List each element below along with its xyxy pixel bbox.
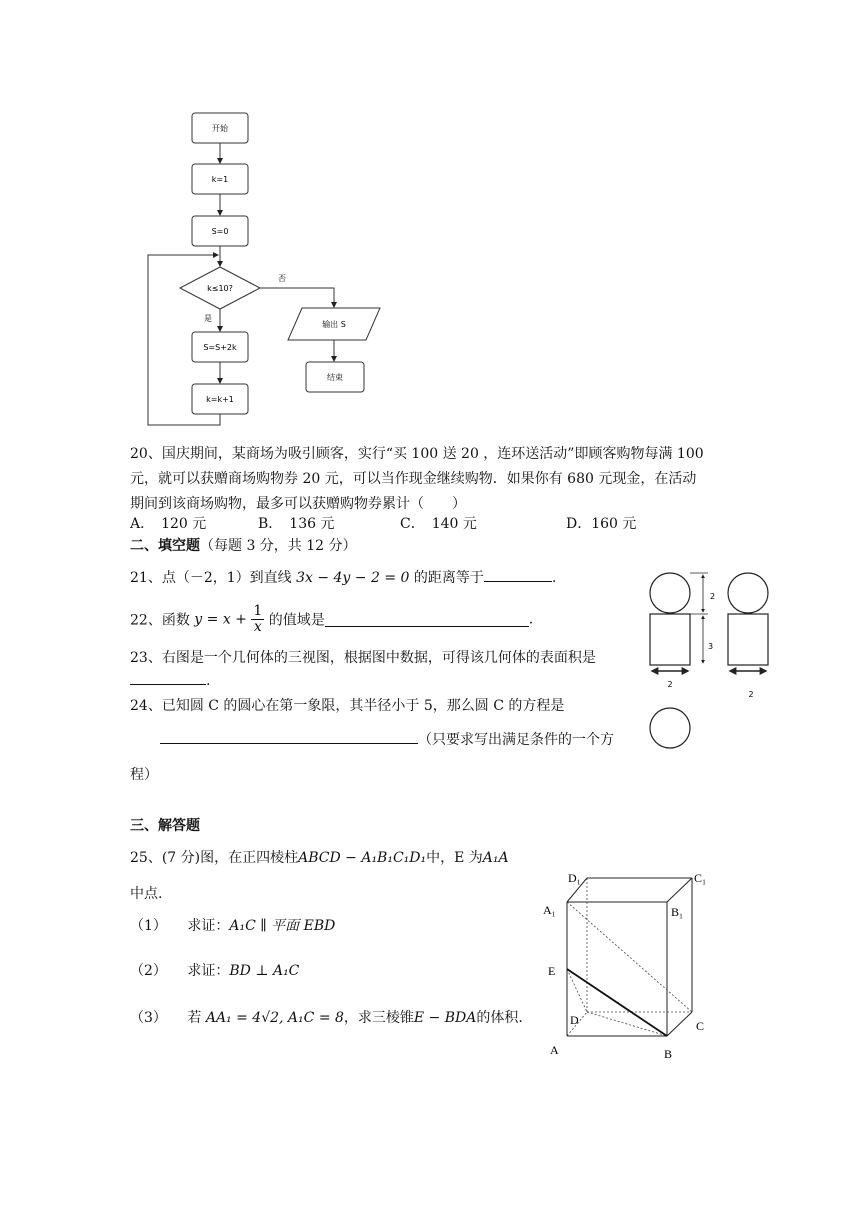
vertex-a1: A₁ bbox=[543, 903, 556, 917]
q21: 21、点（－2，1）到直线 3x − 4y − 2 = 0 的距离等于 . bbox=[130, 567, 556, 588]
q22-fraction bbox=[251, 604, 264, 635]
fc-output-label: 输出 S bbox=[322, 320, 346, 329]
q22-frac-num: 1 bbox=[253, 603, 263, 619]
q23-text: 23、右图是一个几何体的三视图，根据图中数据，可得该几何体的表面积是 bbox=[130, 650, 596, 666]
section3-title: 三、解答题 bbox=[130, 818, 200, 834]
q25-part2-num: （2） bbox=[130, 963, 167, 979]
q25-line2: 中点. bbox=[130, 886, 163, 902]
q25-part1-math: A₁C ∥ 平面 EBD bbox=[229, 918, 336, 934]
vertex-d1: D₁ bbox=[568, 871, 581, 885]
q21-prefix: 21、点（－2，1）到直线 bbox=[130, 570, 292, 586]
fc-start-label: 开始 bbox=[212, 124, 228, 133]
q25-part1 bbox=[130, 916, 335, 936]
vertex-e: E bbox=[548, 964, 556, 978]
q25-part3-math2: E − BDA bbox=[413, 1010, 477, 1026]
q24-line2 bbox=[160, 729, 614, 750]
q20-option-b: B． 136 元 bbox=[258, 516, 335, 532]
side-view-cylinder bbox=[728, 614, 768, 665]
fc-end-label: 结束 bbox=[327, 373, 343, 382]
dim-width-left-label: 2 bbox=[667, 680, 673, 689]
q23-line2: . bbox=[130, 670, 210, 691]
fc-s-init-label: S=0 bbox=[211, 227, 229, 236]
vertex-d: D bbox=[570, 1013, 579, 1027]
front-view-sphere bbox=[650, 573, 690, 613]
fc-yes-label: 是 bbox=[204, 314, 212, 323]
vertex-b: B bbox=[664, 1047, 673, 1061]
edge-eb bbox=[567, 969, 667, 1036]
dim-width-right-label: 2 bbox=[748, 690, 754, 699]
q20-option-a: A． 120 元 bbox=[130, 516, 207, 532]
fc-update-k-label: k=k+1 bbox=[206, 395, 234, 404]
section2-title: 二、填空题 bbox=[130, 538, 200, 554]
vertex-c1: C₁ bbox=[694, 871, 707, 885]
q25-part3-suffix: ，求三棱锥 bbox=[343, 1010, 414, 1026]
q25-part2-text: 求证： bbox=[187, 963, 230, 979]
prism-diagram bbox=[540, 866, 720, 1071]
q25-part1-text: 求证： bbox=[187, 918, 230, 934]
q20-line2: 元，就可以获赠商场购物券 20 元，可以当作现金继续购物．如果你有 680 元现金，在活动 bbox=[130, 471, 697, 487]
q24-note2: 程） bbox=[130, 767, 158, 783]
q25-part3-num: （3） bbox=[130, 1010, 167, 1026]
q25-part3-text: 若 bbox=[187, 1010, 202, 1026]
q20-line1: 20、国庆期间，某商场为吸引顾客，实行“买 100 送 20 ，连环送活动”即顾客购物每满 100 bbox=[130, 446, 704, 462]
q25-mid: 中，E 为 bbox=[426, 850, 483, 866]
vertex-c: C bbox=[696, 1019, 705, 1033]
front-view-cylinder bbox=[650, 614, 690, 665]
fc-condition-label: k≤10? bbox=[207, 284, 233, 293]
q21-suffix: 的距离等于 bbox=[413, 570, 484, 586]
q25-part2-math: BD ⊥ A₁C bbox=[229, 963, 300, 979]
q25-edge: A₁A bbox=[482, 850, 509, 866]
q25-part2 bbox=[130, 961, 299, 981]
three-view-diagram bbox=[640, 565, 780, 755]
q24-answer-blank[interactable] bbox=[160, 729, 418, 744]
q24-note: （只要求写出满足条件的一个方 bbox=[418, 732, 614, 748]
q21-answer-blank[interactable] bbox=[484, 567, 552, 582]
q22-prefix: 22、函数 bbox=[130, 612, 190, 629]
q23-answer-blank[interactable] bbox=[130, 670, 206, 685]
q25-part3-math: AA₁ = 4√2, A₁C = 8 bbox=[205, 1010, 344, 1026]
q25-part1-num: （1） bbox=[130, 918, 167, 934]
fc-no-label: 否 bbox=[278, 274, 286, 283]
dim-cylinder-label: 3 bbox=[708, 642, 714, 651]
q25-part3 bbox=[130, 1008, 523, 1028]
q22-suffix: 的值域是 bbox=[268, 612, 325, 629]
q20-option-d: D．160 元 bbox=[566, 516, 637, 532]
section2-heading bbox=[130, 536, 357, 556]
q22-answer-blank[interactable] bbox=[325, 612, 529, 627]
q21-equation: 3x − 4y − 2 = 0 bbox=[296, 570, 410, 586]
q25-prefix: 25、(7 分)图，在正四棱柱 bbox=[130, 850, 299, 866]
q22-frac-den: x bbox=[253, 619, 262, 635]
q22-func: y = x + bbox=[194, 611, 247, 628]
top-view-circle bbox=[650, 708, 690, 748]
q25-part3-end: 的体积. bbox=[476, 1010, 523, 1026]
section2-note: （每题 3 分，共 12 分） bbox=[200, 538, 357, 554]
dim-sphere-label: 2 bbox=[710, 592, 716, 601]
side-view-sphere bbox=[728, 573, 768, 613]
vertex-b1: B₁ bbox=[671, 905, 684, 919]
q25-prism: ABCD − A₁B₁C₁D₁ bbox=[298, 850, 427, 866]
q20-line3: 期间到该商场购物，最多可以获赠购物券累计（ ） bbox=[130, 496, 466, 512]
q25-line1 bbox=[130, 848, 509, 868]
q24-text: 24、已知圆 C 的圆心在第一象限，其半径小于 5，那么圆 C 的方程是 bbox=[130, 698, 565, 714]
fc-k-init-label: k=1 bbox=[211, 175, 229, 184]
q22: 22、函数 y = x + $\frac{1}{x}$ 的值域是 . bbox=[130, 603, 534, 635]
q20-option-c: C． 140 元 bbox=[400, 516, 477, 532]
flowchart bbox=[140, 105, 390, 430]
fc-update-s-label: S=S+2k bbox=[203, 343, 237, 352]
vertex-a: A bbox=[550, 1043, 559, 1057]
